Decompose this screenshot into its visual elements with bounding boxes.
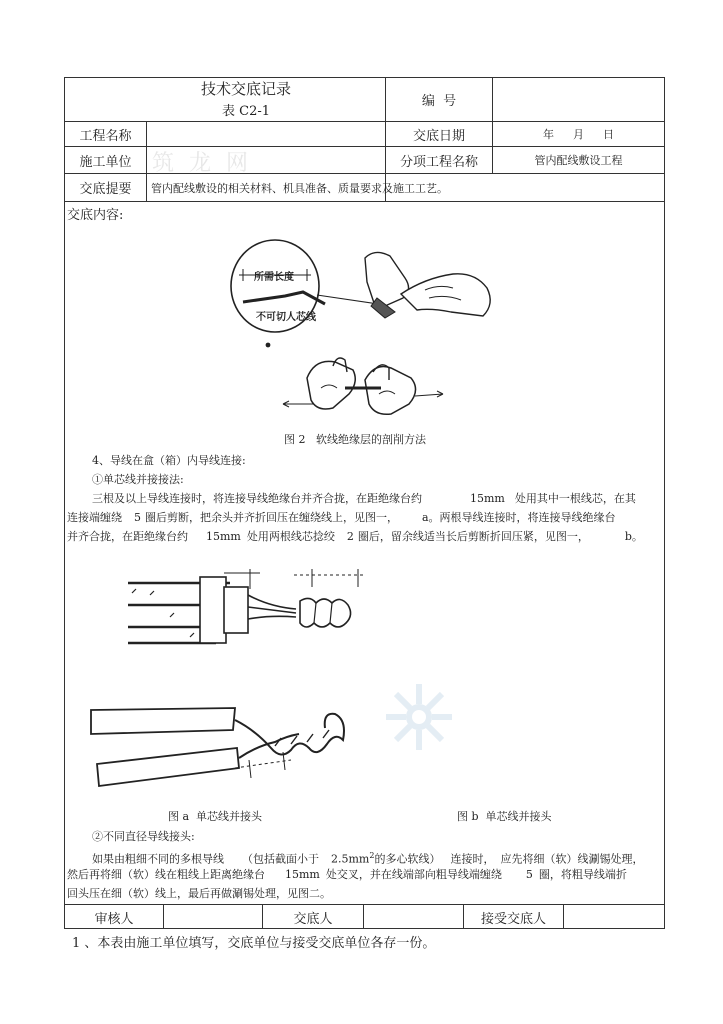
construction-unit-label: 施工单位 (79, 154, 132, 170)
para1-line1: 三根及以上导线连接时，将连接导线绝缘台并齐合拢，在距绝缘台约 15mm 处用其中一根线芯，在其 (92, 492, 636, 505)
receiver-label: 接受交底人 (480, 911, 546, 927)
discloser-field[interactable] (364, 905, 463, 929)
fig-b-caption: 图 b 单芯线并接头 (457, 810, 552, 823)
single-core-splice-figure-b (85, 690, 375, 790)
insulation-stripping-figure (225, 238, 505, 418)
fig2-length-label: 所需长度 (254, 272, 294, 283)
form-title: 技术交底记录 (200, 79, 291, 98)
discloser-label: 交底人 (293, 911, 333, 927)
project-name-field[interactable] (150, 122, 384, 146)
number-field[interactable] (493, 78, 664, 121)
date-label: 交底日期 (412, 128, 465, 144)
para1-line2: 连接端缠绕 5 圈后剪断，把余头并齐折回压在缠绕线上，见图一， a。两根导线连接时，将连接导线绝缘台 (67, 511, 616, 524)
receiver-field[interactable] (564, 905, 664, 929)
sub2-heading: ②不同直径导线接头: (92, 830, 195, 843)
fig2-caption: 图 2 软线绝缘层的剖削方法 (284, 433, 426, 446)
summary-value: 管内配线敷设的相关材料、机具准备、质量要求及施工工艺。 (151, 181, 448, 195)
reviewer-label: 审核人 (94, 911, 134, 927)
label-column-divider (146, 121, 147, 201)
subproject-value: 管内配线敷设工程 (534, 154, 623, 167)
para2-line1: 如果由粗细不同的多根导线 （包括截面小于 $2.5mm^2$的多心软线） 连接时， 应先将细（软）线涮锡处理， (92, 851, 644, 866)
content-label: 交底内容: (67, 208, 124, 223)
footnote: 1 、本表由施工单位填写，交底单位与接受交底单位各存一份。 (72, 936, 436, 951)
summary-bottom-rule (64, 201, 665, 202)
single-core-splice-figure-a (120, 565, 380, 655)
para1-line3: 并齐合拢，在距绝缘台约 15mm 处用两根线芯捻绞 2 圈后，留余线适当长后剪断折回压紧，见图一， b。 (67, 530, 643, 543)
summary-label: 交底提要 (79, 182, 132, 197)
para2-line2: 然后再将细（软）线在粗线上距离绝缘台 15mm 处交叉，并在线端部向粗导线端缠绕 5 圈，将粗导线端折 (67, 868, 627, 881)
sub1-heading: ①单芯线并接接法: (92, 473, 184, 486)
fig2-core-label: 不可切人芯线 (256, 312, 316, 323)
reviewer-field[interactable] (164, 905, 262, 929)
watermark-text: 筑 龙 网 (152, 151, 252, 176)
fig-a-caption: 图 a 单芯线并接头 (168, 810, 263, 823)
para2-line3: 回头压在细（软）线上，最后再做涮锡处理，见图二。 (67, 887, 331, 900)
subproject-label: 分项工程名称 (399, 154, 478, 170)
date-field[interactable]: 年 月 日 (543, 128, 614, 141)
number-label: 编 号 (421, 94, 457, 109)
form-code: 表 C2-1 (221, 103, 270, 119)
watermark-flower-icon (382, 680, 456, 754)
section4-heading: 4、导线在盒（箱）内导线连接: (92, 454, 246, 467)
project-name-label: 工程名称 (79, 128, 132, 144)
